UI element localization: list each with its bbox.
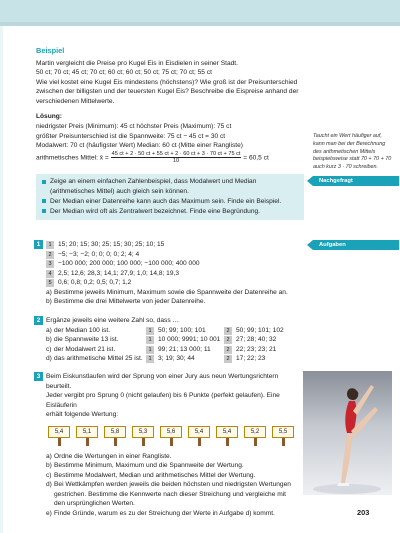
solution-line: größter Preisunterschied ist die Spannweite: 75 ct − 45 ct = 30 ct <box>36 132 226 140</box>
option-number: 1 <box>146 346 154 354</box>
nachgefragt-box <box>36 174 304 220</box>
score-board <box>76 426 98 446</box>
score-board <box>104 426 126 446</box>
mean-numerator: 45 ct + 2 · 50 ct + 55 ct + 2 · 60 ct + 3 · 70 ct + 75 ct <box>111 150 241 157</box>
task-text: Ordne die Wertungen in einer Rangliste. <box>54 452 172 460</box>
solution-line: niedrigster Preis (Minimum): 45 ct höchster Preis (Maximum): 75 ct <box>36 123 232 131</box>
option-number: 1 <box>146 327 154 335</box>
mean-result: = 60,5 ct <box>241 154 269 162</box>
nachgefragt-item: Der Median einer Datenreihe kann auch das Maximum sein. Finde ein Beispiel. <box>41 197 299 207</box>
data-row <box>46 240 304 250</box>
task-letter: d) <box>46 481 52 489</box>
loesung-label: Lösung: <box>36 113 63 121</box>
score-value: 5,5 <box>272 426 294 438</box>
option-number: 1 <box>146 355 154 363</box>
task-text: Bestimme die drei Mittelwerte von jeder Datenreihe. <box>54 298 206 306</box>
exercise-1 <box>36 240 304 307</box>
option-values: 50; 99; 100; 101 <box>158 326 206 334</box>
row-values: −100 000; 200 000; 100 000; −100 000; 400 000 <box>58 260 200 268</box>
exercise-intro-line: Jeder vergibt pro Sprung 0 (nicht gelaufen) bis 6 Punkte (perfekt gelaufen). Eine Eisläuferin <box>46 392 280 409</box>
beispiel-line: zwischen der billigsten und der teuersten Kugel Eis? Beschreibe die Eispreise anhand der <box>36 88 299 96</box>
score-value: 5,8 <box>104 426 126 438</box>
nachgefragt-tab: Nachgefragt <box>313 176 399 186</box>
item-text: das arithmetische Mittel 25 ist. <box>54 355 143 363</box>
task-letter: a) <box>46 452 52 460</box>
data-row <box>46 269 304 279</box>
option-number: 2 <box>224 355 232 363</box>
item-letter: b) <box>46 336 52 344</box>
mean-formula <box>36 151 304 164</box>
item-text: der Median 100 ist. <box>54 326 111 334</box>
exercise-3-tasks <box>46 452 298 519</box>
nachgefragt-item: Zeige an einem einfachen Zahlenbeispiel, dass Modalwert und Median (arithmetisches Mittel) auch gleich sein können. <box>41 177 299 197</box>
item-text: der Modalwert 21 ist. <box>54 345 116 353</box>
figure-skater-photo <box>303 371 392 495</box>
data-row <box>46 259 304 269</box>
score-board <box>160 426 182 446</box>
aufgaben-tab: Aufgaben <box>313 240 399 250</box>
option-number: 2 <box>224 327 232 335</box>
mean-label: arithmetisches Mittel: x̄ = <box>36 154 111 162</box>
task-text: Bestimme Modalwert, Median und arithmetisches Mittel der Wertung. <box>54 471 256 479</box>
mean-fraction <box>111 151 242 164</box>
exercise-intro-line: erhält folgende Wertung: <box>46 411 119 419</box>
exercise-intro-line: Beim Eiskunstlaufen wird der Sprung von einer Jury aus neun Wertungsrichtern beurteilt. <box>46 373 279 390</box>
beispiel-line: verschiedenen Mittelwerte. <box>36 97 115 105</box>
score-value: 5,2 <box>244 426 266 438</box>
nachgefragt-item: Der Median wird oft als Zentralwert bezeichnet. Finde eine Begründung. <box>41 207 299 217</box>
data-row <box>46 250 304 260</box>
beispiel-heading: Beispiel <box>36 46 65 55</box>
task-text: Bestimme Minimum, Maximum und die Spannweite der Wertung. <box>54 462 244 470</box>
top-rule <box>0 22 400 26</box>
score-board <box>244 426 266 446</box>
item-letter: c) <box>46 345 52 353</box>
data-row <box>46 278 304 288</box>
row-values: 15; 20; 15; 30; 25; 15; 30; 25; 10; 15 <box>58 241 165 248</box>
exercise-intro: Ergänze jeweils eine weitere Zahl so, dass … <box>46 317 180 324</box>
task-letter: b) <box>46 462 52 470</box>
beispiel-section <box>36 32 304 164</box>
exercise-2 <box>36 316 304 364</box>
task-text: Bestimme jeweils Minimum, Maximum sowie die Spannweite der Datenreihe an. <box>54 288 288 296</box>
row-values: −5; −3; −2; 0; 0; 0; 0; 2; 4; 4 <box>58 250 140 258</box>
score-board <box>188 426 210 446</box>
score-value: 5,1 <box>76 426 98 438</box>
row-number: 5 <box>46 279 54 287</box>
score-board <box>272 426 294 446</box>
row-number: 1 <box>46 241 54 249</box>
task-letter: e) <box>46 510 52 518</box>
score-board <box>132 426 154 446</box>
option-number: 2 <box>224 336 232 344</box>
option-values: 50; 99; 101; 102 <box>236 326 284 334</box>
score-value: 5,4 <box>48 426 70 438</box>
option-values: 17; 22; 23 <box>236 355 266 363</box>
item-text: die Spannweite 13 ist. <box>54 336 119 344</box>
side-note: Taucht ein Wert häufiger auf, kann man bei der Berechnung des arithmetischen Mittels beispielsweise statt 70 + 70 + 70 auch kurz 3 · 70 schreiben. <box>313 133 392 171</box>
task-text: Bei Wettkämpfen werden jeweils die beiden höchsten und niedrigsten Wertungen gestrichen. Bestimme die Kennwerte nach dieser Streichung und vergleiche mit den ursprünglichen Werten. <box>54 481 291 508</box>
task-text: Finde Gründe, warum es zu der Streichung der Werte in Aufgabe d) kommt. <box>54 510 275 518</box>
option-values: 3; 19; 30; 44 <box>158 355 195 363</box>
page-number: 203 <box>357 508 370 517</box>
row-number: 4 <box>46 270 54 278</box>
score-value: 5,4 <box>188 426 210 438</box>
left-margin-strip <box>0 26 3 533</box>
option-number: 1 <box>146 336 154 344</box>
score-value: 5,6 <box>160 426 182 438</box>
row-values: 0,6; 0,8; 0,2; 0,5; 0,7; 1,2 <box>58 279 132 287</box>
row-values: 2,5; 12,6; 28,3; 14,1; 27,9; 1,0; 14,8; 19,3 <box>58 269 179 277</box>
exercise-number: 3 <box>34 372 43 381</box>
exercise-3 <box>36 372 298 519</box>
beispiel-line: 50 ct; 70 ct; 45 ct; 70 ct; 60 ct; 60 ct; 50 ct; 75 ct; 70 ct; 55 ct <box>36 69 212 77</box>
score-value: 5,3 <box>132 426 154 438</box>
task-letter: c) <box>46 471 52 479</box>
option-number: 2 <box>224 346 232 354</box>
option-values: 10 000; 9991; 10 001 <box>158 336 221 344</box>
score-boards <box>48 426 298 446</box>
task-a: a) Bestimme jeweils Minimum, Maximum sowie die Spannweite der Datenreihe an. <box>46 288 288 296</box>
mean-denominator: 10 <box>172 157 180 164</box>
score-board <box>48 426 70 446</box>
option-values: 27; 28; 40; 32 <box>236 336 277 344</box>
exercise-number: 2 <box>34 316 43 325</box>
item-letter: a) <box>46 326 52 334</box>
option-values: 99; 21; 13 000; 11 <box>158 345 211 353</box>
row-number: 2 <box>46 251 54 259</box>
score-board <box>216 426 238 446</box>
row-number: 3 <box>46 260 54 268</box>
task-b: b) Bestimme die drei Mittelwerte von jeder Datenreihe. <box>46 298 206 306</box>
score-value: 5,4 <box>216 426 238 438</box>
item-letter: d) <box>46 355 52 363</box>
beispiel-line: Martin vergleicht die Preise pro Kugel Eis in Eisdielen in seiner Stadt. <box>36 59 238 67</box>
exercise-2-grid <box>46 326 304 364</box>
exercise-number: 1 <box>34 240 43 249</box>
beispiel-line: Wie viel kostet eine Kugel Eis mindestens (höchstens)? Wie groß ist der Preisunterschied <box>36 78 298 86</box>
option-values: 22; 23; 23; 21 <box>236 345 277 353</box>
solution-line: Modalwert: 70 ct (häufigster Wert) Median: 60 ct (Mitte einer Rangliste) <box>36 142 243 150</box>
